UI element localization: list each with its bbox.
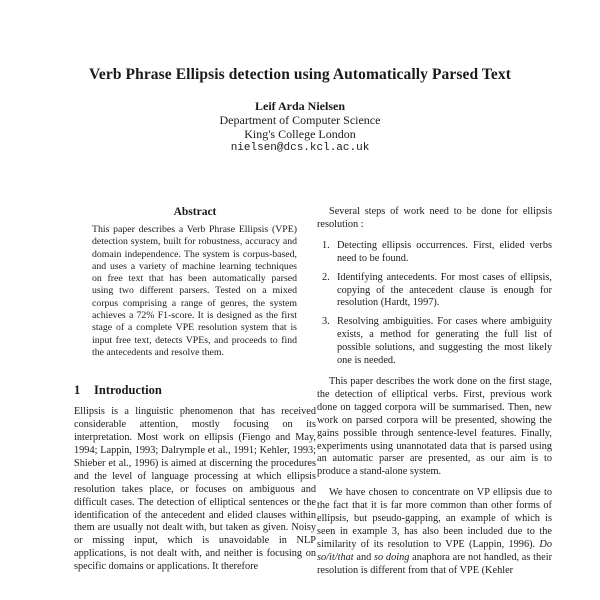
list-item-number: 1. [322,239,330,251]
emphasis-do-so: Do so/it/that [317,538,552,563]
vp-ellipsis-text-mid: and [353,551,375,563]
section-heading-introduction [74,383,316,398]
list-item-number: 2. [322,271,330,283]
vp-ellipsis-text-start: We have chosen to concentrate on VP ellipsis due to the fact that it is far more common than other forms of ellipsis, but pseudo-gapping, an example of which is seen in example 3, has also been included due to the similarity of its resolution to VPE (Lappin, 1996). [317,487,552,550]
author-block [0,99,600,155]
steps-list [317,240,552,368]
steps-intro: Several steps of work need to be done for ellipsis resolution : [317,206,552,230]
author-institution: King's College London [244,127,356,141]
introduction-paragraph: Ellipsis is a linguistic phenomenon that has received considerable attention, mostly focusing on its interpretation. Most work on ellipsis (Fiengo and May, 1994; Lappin, 1993; Dalrymple et al., 1991; Kehler, 1993; Shieber et al., 1996) is aimed at discerning the procedures and the level of language processing at which ellipsis resolution takes place, or focuses on ambiguous and difficult cases. The detection of elliptical sentences or the identification of the antecedent and elided clauses within them are usually not dealt with, but taken as given. Noisy or missing input, which is unavoidable in NLP applications, is not dealt with, and neither is focusing on specific domains or applications. It therefore [74,406,316,573]
list-item [317,316,552,368]
list-item-number: 3. [322,316,330,328]
abstract-heading: Abstract [173,206,217,218]
list-item [317,240,552,266]
list-item-text: Resolving ambiguities. For cases where ambiguity exists, a method for generating the full list of possible solutions, and suggesting the most likely one is needed. [337,316,552,367]
abstract-text: This paper describes a Verb Phrase Ellipsis (VPE) detection system, built for robustness, accuracy and domain independence. The system is corpus-based, and uses a variety of machine learning techniques on free text that has been automatically parsed using two different parsers. Tested on a mixed corpus comprising a range of genres, the system achieves a 72% F1-score. It is designed as the first stage of a complete VPE resolution system that is input free text, detects VPEs, and proceeds to find the antecedents and resolve them. [92,224,297,358]
vp-ellipsis-paragraph [317,487,552,577]
list-item-text: Detecting ellipsis occurrences. First, elided verbs need to be found. [337,239,552,264]
stages-paragraph: This paper describes the work done on the first stage, the detection of elliptical verbs. First, previous work done on tagged corpora will be summarised. Then, new work on parsed corpora will be presented, showing the gains possible through sentence-level features. Finally, experiments using unannotated data that is parsed using an automatic parser are presented, as our aim is to produce a stand-alone system. [317,375,552,478]
right-column [317,206,552,578]
vp-ellipsis-text-end: anaphora are not handled, as their resolution is different from that of VPE (Kehler [317,551,553,576]
list-item-text: Identifying antecedents. For most cases of ellipsis, copying of the antecedent clause is enough for resolution (Hardt, 1997). [337,271,552,309]
author-name: Leif Arda Nielsen [255,99,345,113]
paper-title: Verb Phrase Ellipsis detection using Automatically Parsed Text [89,66,511,83]
left-column [74,206,316,574]
author-email[interactable]: nielsen@dcs.kcl.ac.uk [230,142,370,154]
list-item [317,272,552,311]
author-department: Department of Computer Science [219,113,381,127]
emphasis-so-doing: so doing [374,551,410,563]
section-title: Introduction [94,383,162,398]
section-number: 1 [74,383,81,398]
